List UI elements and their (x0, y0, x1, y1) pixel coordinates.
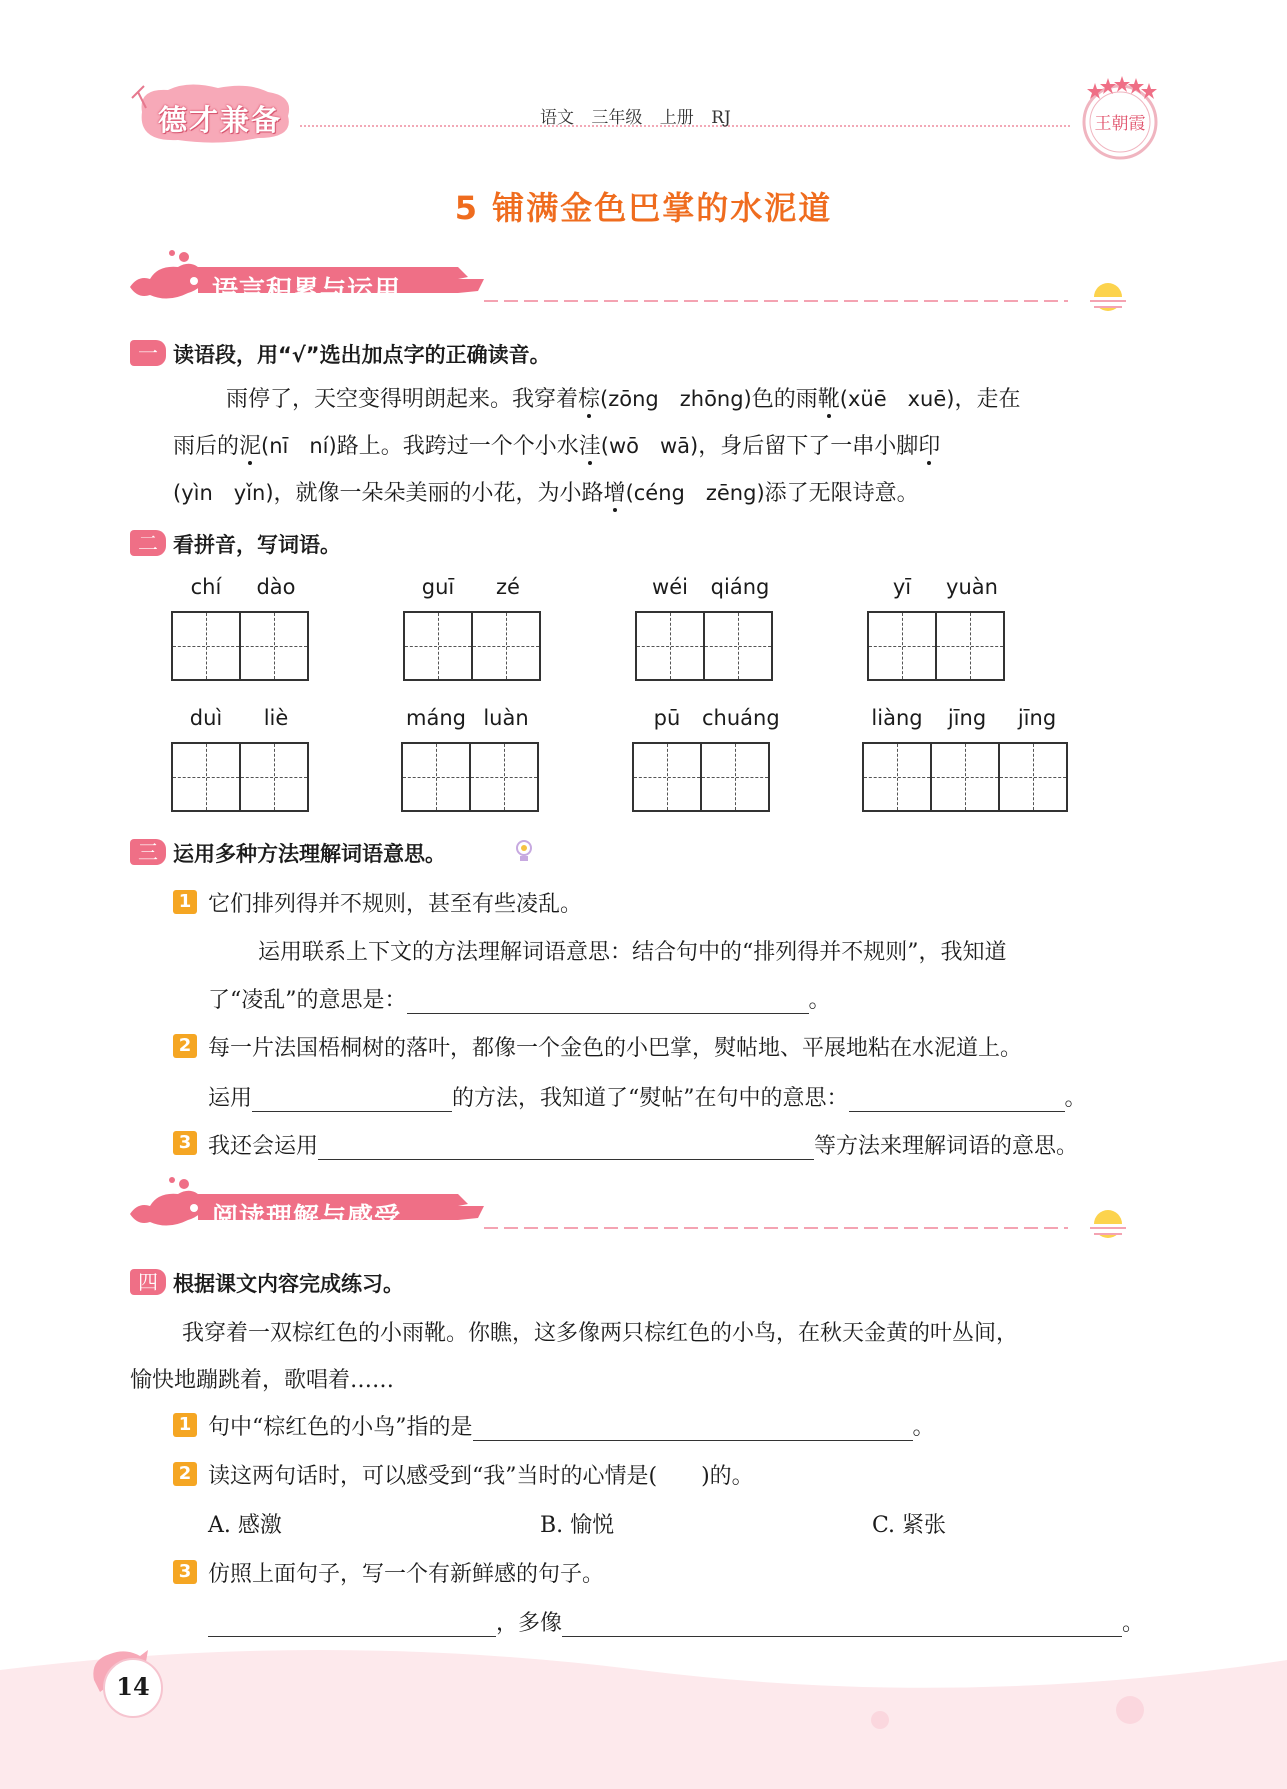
q4-item-3-text: 仿照上面句子，写一个有新鲜感的句子。 (208, 1562, 605, 1587)
dotted-char: 洼 (578, 434, 601, 459)
sub-number: 2 (173, 1462, 197, 1486)
question-1-heading: 读语段，用“√”选出加点字的正确读音。 (173, 343, 551, 367)
q4-passage-line-2: 愉快地蹦跳着，歌唱着…… (130, 1368, 395, 1393)
q4-item-2-text: 读这两句话时，可以感受到“我”当时的心情是( )的。 (208, 1464, 754, 1489)
q1-text: 雨停了，天空变得明朗起来。我穿着 (226, 387, 579, 412)
q4-item-3-answer-line (208, 1606, 1144, 1637)
pinyin-syllable: luàn (483, 706, 529, 730)
q3-item-2-text: 每一片法国梧桐树的落叶，都像一个金色的小巴掌，熨帖地、平展地粘在水泥道上。 (208, 1036, 1023, 1061)
word-item (632, 706, 780, 812)
lightbulb-icon (514, 838, 534, 864)
option-b[interactable]: B. 愉悦 (540, 1513, 615, 1538)
pinyin-syllable: dào (256, 575, 296, 599)
svg-text:王朝霞: 王朝霞 (1094, 114, 1146, 134)
dotted-char: 靴 (817, 387, 840, 412)
question-number-1: 一 (130, 340, 166, 366)
pinyin-syllable: pū (653, 706, 681, 730)
q1-text: 色的雨 (751, 387, 818, 412)
q3-item-1-line-2: 运用联系上下文的方法理解词语意思：结合句中的“排列得并不规则”，我知道 (258, 940, 1007, 965)
dotted-char: 增 (603, 481, 626, 506)
logo-text: 德才兼备 (158, 103, 283, 137)
word-item (171, 706, 311, 812)
question-number-3: 三 (130, 839, 166, 865)
sub-number: 3 (173, 1560, 197, 1584)
pinyin-syllable: wéi (652, 575, 688, 599)
pinyin-syllable: qiáng (710, 575, 770, 599)
pinyin-syllable: jīng (1017, 706, 1057, 730)
q4-passage-line-1: 我穿着一双棕红色的小雨靴。你瞧，这多像两只棕红色的小鸟，在秋天金黄的叶丛间， (182, 1321, 1019, 1346)
option-a[interactable]: A. 感激 (208, 1513, 282, 1538)
pinyin-syllable: yī (892, 575, 912, 599)
word-item (171, 575, 311, 681)
q3-text: 的方法，我知道了“熨帖”在句中的意思： (452, 1086, 849, 1111)
pinyin-options[interactable]: (nī ní) (261, 434, 337, 458)
q4-text: 。 (1122, 1611, 1145, 1636)
pinyin-syllable: zé (496, 575, 520, 599)
q4-text: 句中“棕红色的小鸟”指的是 (208, 1415, 473, 1440)
tianzige-grid[interactable] (862, 742, 1072, 812)
sub-number: 1 (173, 1413, 197, 1437)
q3-item-2-line-2 (208, 1081, 1087, 1112)
pinyin-options[interactable]: (yìn yǐn) (173, 481, 274, 505)
word-item (401, 706, 541, 812)
dotted-char: 泥 (239, 434, 262, 459)
q1-line-2 (173, 423, 940, 470)
q1-text: ，走在 (954, 387, 1021, 412)
q3-text: 。 (1064, 1086, 1087, 1111)
option-c[interactable]: C. 紧张 (872, 1513, 947, 1538)
pinyin-syllable: chí (190, 575, 222, 599)
q3-item-3-line (208, 1129, 1078, 1160)
word-item (862, 706, 1072, 812)
q4-item-1-line (208, 1410, 935, 1441)
pinyin-options[interactable]: (xüē xuē) (839, 387, 955, 411)
answer-blank[interactable] (318, 1137, 814, 1160)
q3-text: 等方法来理解词语的意思。 (814, 1134, 1079, 1159)
pinyin-syllable: liè (263, 706, 289, 730)
header-subject: 语文 三年级 上册 RJ (540, 108, 731, 128)
pinyin-syllable: yuàn (946, 575, 998, 599)
question-4-heading: 根据课文内容完成练习。 (173, 1272, 404, 1296)
q3-item-1-line-3 (208, 983, 831, 1014)
answer-blank[interactable] (562, 1614, 1122, 1637)
q1-line-3 (173, 470, 919, 517)
pinyin-syllable: duì (189, 706, 223, 730)
page-number: 14 (103, 1658, 163, 1718)
q1-text: 路上。我跨过一个个小水 (336, 434, 579, 459)
footer-wave (0, 1640, 1287, 1789)
page-title: 5 铺满金色巴掌的水泥道 (454, 189, 833, 227)
dotted-char: 印 (918, 434, 941, 459)
answer-blank[interactable] (407, 991, 809, 1014)
tianzige-grid[interactable] (171, 611, 311, 681)
q1-line-1 (226, 376, 1021, 423)
tianzige-grid[interactable] (867, 611, 1007, 681)
answer-blank[interactable] (849, 1089, 1065, 1112)
q3-text: 了“凌乱”的意思是： (208, 988, 407, 1013)
word-item (403, 575, 543, 681)
section-title-reading: 阅读理解与感受 (212, 1203, 402, 1233)
tianzige-grid[interactable] (171, 742, 311, 812)
pinyin-syllable: guī (421, 575, 455, 599)
q3-text: 。 (808, 988, 831, 1013)
section-title-language: 语言积累与运用 (212, 276, 402, 306)
q3-text: 我还会运用 (208, 1134, 319, 1159)
sub-number: 2 (173, 1034, 197, 1058)
tianzige-grid[interactable] (635, 611, 775, 681)
word-item (635, 575, 775, 681)
tianzige-grid[interactable] (632, 742, 772, 812)
answer-blank[interactable] (208, 1614, 496, 1637)
pinyin-options[interactable]: (wō wā) (600, 434, 699, 458)
q1-text: 雨后的 (173, 434, 240, 459)
pinyin-syllable: chuáng (702, 706, 780, 730)
question-number-2: 二 (130, 530, 166, 556)
q3-text: 运用 (208, 1086, 253, 1111)
pinyin-options[interactable]: (zōng zhōng) (600, 387, 752, 411)
q1-text: 添了无限诗意。 (764, 481, 919, 506)
pinyin-syllable: liàng (871, 706, 923, 730)
dotted-char: 棕 (578, 387, 601, 412)
question-number-4: 四 (130, 1269, 166, 1295)
q4-text: ，多像 (496, 1611, 563, 1636)
answer-blank[interactable] (252, 1089, 452, 1112)
answer-blank[interactable] (473, 1418, 913, 1441)
pinyin-syllable: jīng (947, 706, 987, 730)
q1-text: ，就像一朵朵美丽的小花，为小路 (273, 481, 604, 506)
sub-number: 3 (173, 1131, 197, 1155)
tianzige-grid[interactable] (403, 611, 543, 681)
tianzige-grid[interactable] (401, 742, 541, 812)
q4-text: 。 (912, 1415, 935, 1440)
q3-item-1-text: 它们排列得并不规则，甚至有些凌乱。 (208, 892, 583, 917)
q1-text: ，身后留下了一串小脚 (698, 434, 919, 459)
author-stamp (1075, 75, 1165, 165)
word-item (867, 575, 1007, 681)
question-2-heading: 看拼音，写词语。 (173, 533, 341, 557)
pinyin-syllable: máng (406, 706, 466, 730)
sub-number: 1 (173, 890, 197, 914)
pinyin-options[interactable]: (céng zēng) (625, 481, 765, 505)
question-3-heading: 运用多种方法理解词语意思。 (173, 842, 446, 866)
